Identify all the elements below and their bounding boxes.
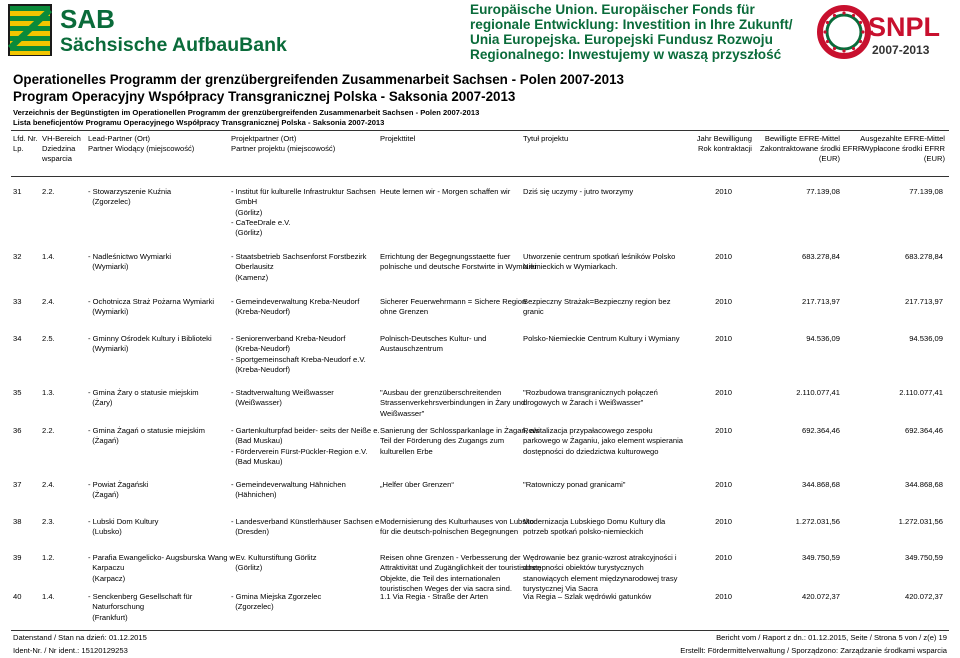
row-number: 37: [13, 480, 22, 489]
sab-wordmark: SAB: [60, 4, 115, 34]
row-title-de-line: Reisen ohne Grenzen - Verbesserung der: [380, 553, 521, 562]
col-header-line: Rok kontraktacji: [697, 144, 752, 153]
row-lead-partner-line: (Wymiarki): [88, 344, 129, 354]
row-title-de: [380, 297, 527, 318]
row-project-partner-line: - Seniorenverband Kreba-Neudorf: [231, 334, 346, 343]
row-project-partner-line: - Gmina Miejska Zgorzelec: [231, 592, 322, 601]
col-header-title-de: [380, 134, 520, 144]
col-header-line: Ausgezahlte EFRE-Mittel: [860, 134, 945, 143]
row-area: 1.4.: [42, 252, 55, 261]
row-granted: 2.110.077,41: [796, 388, 840, 397]
row-title-pl-line: granic: [523, 307, 544, 317]
row-title-de-line: Sicherer Feuerwehrmann = Sichere Region: [380, 297, 527, 306]
row-project-partner-line: (Zgorzelec): [231, 602, 274, 612]
row-area: 1.4.: [42, 592, 55, 601]
col-header-project-partner: [231, 134, 371, 154]
row-year: 2010: [715, 297, 732, 306]
row-project-partner-line: - Staatsbetrieb Sachsenforst Forstbezirk: [231, 252, 367, 261]
report-page-info: Bericht vom / Raport z dn.: 01.12.2015, Seite / Strona 5 von / z(e) 19: [716, 633, 947, 642]
col-header-line: (EUR): [923, 154, 945, 163]
programme-title-pl: Program Operacyjny Współpracy Transgranicznej Polska - Saksonia 2007-2013: [13, 89, 516, 104]
row-paid: 77.139,08: [909, 187, 943, 196]
row-project-partner-line: (Kreba-Neudorf): [231, 307, 291, 317]
row-title-de: [380, 187, 521, 197]
eu-line-3: Unia Europejska. Europejski Fundusz Rozwoju: [470, 32, 773, 47]
programme-title-de: Operationelles Programm der grenzübergreifenden Zusammenarbeit Sachsen - Polen 2007-2013: [13, 72, 624, 87]
row-title-de-line: Weißwasser": [380, 408, 425, 418]
col-header-line: Partner Wiodący (miejscowość): [88, 144, 195, 153]
row-project-partner: [231, 334, 371, 375]
row-title-pl-line: turystycznej Via Sacra: [523, 583, 598, 593]
row-year: 2010: [715, 334, 732, 343]
row-title-pl-line: Bezpieczny Strażak=Bezpieczny region bez: [523, 297, 671, 306]
row-project-partner: [231, 252, 371, 283]
row-title-pl-line: potrzeb spotkań polsko-niemieckich: [523, 527, 644, 537]
row-lead-partner-line: - Nadleśnictwo Wymiarki: [88, 252, 172, 261]
col-header-paid: [855, 134, 945, 164]
row-lead-partner: [88, 297, 228, 318]
snpl-years: 2007-2013: [872, 43, 930, 57]
col-header-line: Zakontraktowane środki EFRR: [760, 144, 864, 153]
row-lead-partner-line: (Żagań): [88, 490, 119, 500]
row-title-pl-line: dostępności obiektów turystycznych: [523, 563, 644, 573]
row-project-partner-line: (Görlitz): [231, 563, 263, 573]
row-granted: 1.272.031,56: [795, 517, 840, 526]
row-project-partner-line: - Gartenkulturpfad beider- seits der Neiße e.: [231, 426, 380, 435]
row-paid: 344.868,68: [904, 480, 943, 489]
row-title-de-line: Polnisch-Deutsches Kultur- und: [380, 334, 487, 343]
row-title-de-line: 1.1 Via Regia - Straße der Arten: [380, 592, 488, 601]
sab-logo: [8, 4, 292, 58]
col-header-granted: [760, 134, 864, 164]
row-lead-partner: [88, 252, 228, 273]
row-title-pl: [523, 480, 668, 490]
row-year: 2010: [715, 553, 732, 562]
row-title-pl: [523, 187, 668, 197]
row-title-de: [380, 553, 542, 594]
header-rule-bottom: [11, 176, 949, 177]
row-project-partner-line: - Sportgemeinschaft Kreba-Neudorf e.V.: [231, 354, 366, 364]
row-granted: 77.139,08: [806, 187, 840, 196]
row-project-partner: [231, 388, 371, 409]
row-lead-partner-line: (Zgorzelec): [88, 197, 131, 207]
row-title-de-line: Austauschzentrum: [380, 344, 443, 354]
col-header-line: Projektpartner (Ort): [231, 134, 297, 143]
row-paid: 94.536,09: [909, 334, 943, 343]
row-title-pl-line: dostępności do dziedzictwa kulturowego: [523, 446, 659, 456]
col-header-area: [42, 134, 86, 164]
row-title-pl-line: Polsko-Niemieckie Centrum Kultury i Wymiany: [523, 334, 680, 343]
row-title-pl-line: Dziś się uczymy - jutro tworzymy: [523, 187, 634, 196]
row-title-pl: [523, 426, 683, 457]
row-title-de-line: Objekte, die Teil des internationalen: [380, 573, 501, 583]
col-header-line: (EUR): [818, 154, 840, 163]
row-number: 40: [13, 592, 22, 601]
row-title-pl: [523, 388, 668, 409]
col-header-line: Lfd. Nr.: [13, 134, 38, 143]
row-title-pl-line: Rewitalizacja przypałacowego zespołu: [523, 426, 653, 435]
row-title-pl-line: Niemieckich w Wymiarkach.: [523, 262, 618, 272]
row-lead-partner-line: (Karpacz): [88, 573, 126, 583]
row-project-partner-line: (Kreba-Neudorf): [231, 344, 291, 354]
row-lead-partner-line: (Wymiarki): [88, 307, 129, 317]
row-title-de-line: Teil der Förderung des Zugangs zum: [380, 436, 505, 446]
row-title-de-line: polnische und deutsche Forstwirte in Wymiarki: [380, 262, 537, 272]
row-year: 2010: [715, 187, 732, 196]
saxony-coat-of-arms-icon: [8, 4, 52, 56]
row-title-de-line: "Ausbau der grenzüberschreitenden: [380, 388, 502, 397]
col-header-line: VH-Bereich: [42, 134, 81, 143]
row-title-de-line: touristischen Weges der via sacra sind.: [380, 583, 512, 593]
col-header-line: Bewilligte EFRE-Mittel: [764, 134, 840, 143]
header-rule-top: [11, 130, 949, 131]
row-project-partner-line: (Weißwasser): [231, 398, 282, 408]
row-number: 31: [13, 187, 22, 196]
row-title-pl: [523, 553, 678, 594]
row-project-partner-line: - Ev. Kulturstiftung Görlitz: [231, 553, 317, 562]
row-title-pl-line: "Ratowniczy ponad granicami": [523, 480, 626, 489]
col-header-line: Partner projektu (miejscowość): [231, 144, 336, 153]
beneficiary-list-title-de: Verzeichnis der Begünstigten im Operationellen Programm der grenzübergreifenden Zusammenarbeit Sachsen - Polen 2007-2013: [13, 108, 480, 117]
row-title-de: [380, 517, 535, 538]
row-lead-partner-line: (Frankfurt): [88, 612, 128, 622]
row-year: 2010: [715, 252, 732, 261]
row-lead-partner-line: (Żary): [88, 398, 113, 408]
row-project-partner-line: GmbH: [231, 197, 258, 207]
col-header-line: Tytuł projektu: [523, 134, 569, 143]
row-project-partner-line: (Dresden): [231, 527, 269, 537]
row-granted: 692.364,46: [801, 426, 840, 435]
row-title-de-line: Modernisierung des Kulturhauses von Lubsko: [380, 517, 535, 526]
row-title-de-line: „Helfer über Grenzen“: [380, 480, 454, 489]
row-granted: 683.278,84: [801, 252, 840, 261]
row-title-pl-line: Wędrowanie bez granic-wzrost atrakcyjności i: [523, 553, 677, 562]
footer-rule: [11, 630, 949, 631]
row-lead-partner-line: - Powiat Żagański: [88, 480, 149, 489]
row-title-pl-line: parkowego w Żaganiu, jako element wspierania: [523, 436, 683, 446]
row-project-partner-line: - Gemeindeverwaltung Kreba-Neudorf: [231, 297, 360, 306]
ident-number: Ident-Nr. / Nr ident.: 15120129253: [13, 646, 128, 655]
data-status-date: Datenstand / Stan na dzień: 01.12.2015: [13, 633, 147, 642]
row-project-partner-line: (Görlitz): [231, 207, 263, 217]
row-number: 33: [13, 297, 22, 306]
row-lead-partner-line: (Lubsko): [88, 527, 122, 537]
row-project-partner: [231, 187, 376, 238]
row-paid: 217.713,97: [904, 297, 943, 306]
row-paid: 420.072,37: [904, 592, 943, 601]
row-title-pl-line: drogowych w Żarach i Weißwasser": [523, 398, 644, 408]
row-area: 2.4.: [42, 480, 55, 489]
row-lead-partner-line: (Żagań): [88, 436, 119, 446]
row-lead-partner: [88, 517, 228, 538]
row-area: 1.3.: [42, 388, 55, 397]
row-project-partner-line: - Gemeindeverwaltung Hähnichen: [231, 480, 346, 489]
row-number: 34: [13, 334, 22, 343]
row-lead-partner-line: Karpaczu: [88, 563, 125, 573]
eu-star-ring-icon: [820, 8, 868, 56]
row-lead-partner-line: - Lubski Dom Kultury: [88, 517, 159, 526]
col-header-lead-partner: [88, 134, 228, 154]
snpl-logo: [818, 4, 950, 60]
row-title-de-line: für die deutsch-polnischen Begegnungen: [380, 527, 519, 537]
row-project-partner: [231, 297, 371, 318]
row-year: 2010: [715, 480, 732, 489]
row-lead-partner-line: - Gminny Ośrodek Kultury i Biblioteki: [88, 334, 212, 343]
row-title-pl: [523, 252, 676, 273]
row-title-de: [380, 592, 521, 602]
row-project-partner-line: - Landesverband Künstlerhäuser Sachsen e: [231, 517, 380, 526]
row-lead-partner: [88, 553, 236, 584]
row-title-de-line: Heute lernen wir - Morgen schaffen wir: [380, 187, 511, 196]
row-title-pl: [523, 334, 680, 344]
row-title-pl-line: stanowiących element międzynarodowej trasy: [523, 573, 678, 583]
row-area: 2.5.: [42, 334, 55, 343]
row-number: 39: [13, 553, 22, 562]
eu-line-4: Regionalnego: Inwestujemy w waszą przyszłość: [470, 47, 782, 62]
row-paid: 683.278,84: [904, 252, 943, 261]
row-title-de-line: kulturellen Erbe: [380, 446, 433, 456]
row-area: 2.2.: [42, 187, 55, 196]
row-granted: 217.713,97: [801, 297, 840, 306]
col-header-line: Projekttitel: [380, 134, 416, 143]
row-title-pl: [523, 517, 668, 538]
col-header-line: Lead-Partner (Ort): [88, 134, 151, 143]
row-title-de: [380, 426, 540, 457]
row-project-partner: [231, 553, 371, 574]
row-title-pl: [523, 297, 671, 318]
row-granted: 420.072,37: [801, 592, 840, 601]
row-project-partner-line: - Förderverein Fürst-Pückler-Region e.V.: [231, 446, 368, 456]
row-project-partner: [231, 592, 371, 613]
row-paid: 692.364,46: [904, 426, 943, 435]
row-title-pl: [523, 592, 668, 602]
col-header-line: wsparcia: [42, 154, 72, 163]
row-lead-partner-line: - Parafia Ewangelicko- Augsburska Wang w: [88, 553, 236, 562]
row-number: 38: [13, 517, 22, 526]
row-project-partner-line: (Görlitz): [231, 228, 263, 238]
row-title-pl-line: Utworzenie centrum spotkań leśników Polsko: [523, 252, 676, 261]
row-year: 2010: [715, 426, 732, 435]
row-lead-partner: [88, 388, 228, 409]
eu-line-1: Europäische Union. Europäischer Fonds für: [470, 2, 755, 17]
eu-line-2: regionale Entwicklung: Investition in Ihre Zukunft/: [470, 17, 793, 32]
col-header-line: Lp.: [13, 144, 24, 153]
report-author: Erstellt: Fördermittelverwaltung / Sporządzono: Zarządzanie środkami wsparcia: [680, 646, 947, 655]
row-lead-partner-line: Naturforschung: [88, 602, 145, 612]
row-area: 2.2.: [42, 426, 55, 435]
row-title-de: [380, 252, 537, 273]
row-paid: 349.750,59: [904, 553, 943, 562]
row-lead-partner: [88, 426, 228, 447]
row-project-partner-line: (Kamenz): [231, 272, 269, 282]
row-year: 2010: [715, 388, 732, 397]
header-band: [0, 0, 960, 64]
row-year: 2010: [715, 592, 732, 601]
row-title-de-line: Strassenverkehrsverbindungen in Żary und: [380, 398, 526, 408]
row-number: 36: [13, 426, 22, 435]
row-project-partner-line: Oberlausitz: [231, 262, 274, 272]
row-project-partner-line: (Bad Muskau): [231, 456, 283, 466]
col-header-year: [676, 134, 752, 154]
row-lead-partner-line: (Wymiarki): [88, 262, 129, 272]
row-granted: 94.536,09: [806, 334, 840, 343]
row-paid: 2.110.077,41: [899, 388, 943, 397]
row-lead-partner-line: - Stowarzyszenie Kuźnia: [88, 187, 172, 196]
row-title-de-line: Attraktivität und Zugänglichkeit der touristischen: [380, 563, 542, 573]
row-project-partner: [231, 517, 380, 538]
row-project-partner-line: (Kreba-Neudorf): [231, 364, 291, 374]
row-area: 2.4.: [42, 297, 55, 306]
row-title-de: [380, 480, 521, 490]
row-title-de-line: ohne Grenzen: [380, 307, 429, 317]
row-title-pl-line: Via Regia – Szlak wędrówki gatunków: [523, 592, 652, 601]
row-title-de-line: Errichtung der Begegnungsstaette fuer: [380, 252, 511, 261]
row-title-de: [380, 334, 521, 355]
sab-subtitle: Sächsische AufbauBank: [60, 34, 287, 56]
row-project-partner-line: (Hähnichen): [231, 490, 277, 500]
row-year: 2010: [715, 517, 732, 526]
col-header-line: Jahr Bewilligung: [696, 134, 752, 143]
row-granted: 344.868,68: [801, 480, 840, 489]
beneficiary-list-title-pl: Lista beneficjentów Programu Operacyjnego Współpracy Transgranicznej Polska - Saksonia 2007-2013: [13, 118, 385, 127]
row-title-de: [380, 388, 526, 419]
col-header-line: Dziedzina: [42, 144, 76, 153]
row-lead-partner-line: - Ochotnicza Straż Pożarna Wymiarki: [88, 297, 215, 306]
row-project-partner: [231, 426, 380, 467]
row-title-de-line: Sanierung der Schlossparkanlage in Żagań, als: [380, 426, 540, 435]
col-header-nr: [13, 134, 41, 154]
row-lead-partner: [88, 592, 228, 623]
row-project-partner-line: - Institut für kulturelle Infrastruktur Sachsen: [231, 187, 376, 196]
row-project-partner-line: (Bad Muskau): [231, 436, 283, 446]
row-title-pl-line: Modernizacja Lubskiego Domu Kultury dla: [523, 517, 666, 526]
row-number: 35: [13, 388, 22, 397]
row-title-pl-line: "Rozbudowa transgranicznych połączeń: [523, 388, 658, 397]
row-lead-partner: [88, 480, 228, 501]
snpl-wordmark: SNPL: [868, 12, 941, 42]
row-project-partner: [231, 480, 371, 501]
row-area: 1.2.: [42, 553, 55, 562]
row-lead-partner-line: - Senckenberg Gesellschaft für: [88, 592, 193, 601]
row-area: 2.3.: [42, 517, 55, 526]
row-granted: 349.750,59: [801, 553, 840, 562]
row-lead-partner-line: - Gmina Żary o statusie miejskim: [88, 388, 199, 397]
row-lead-partner: [88, 334, 228, 355]
row-number: 32: [13, 252, 22, 261]
col-header-line: Wypłacone środki EFRR: [862, 144, 945, 153]
row-lead-partner-line: - Gmina Żagań o statusie miejskim: [88, 426, 205, 435]
document-titles: [13, 71, 953, 128]
eu-funding-notice: [470, 2, 793, 62]
row-project-partner-line: - Stadtverwaltung Weißwasser: [231, 388, 334, 397]
row-lead-partner: [88, 187, 228, 208]
row-paid: 1.272.031,56: [898, 517, 943, 526]
col-header-title-pl: [523, 134, 668, 144]
row-project-partner-line: - CaTeeDrale e.V.: [231, 217, 291, 227]
